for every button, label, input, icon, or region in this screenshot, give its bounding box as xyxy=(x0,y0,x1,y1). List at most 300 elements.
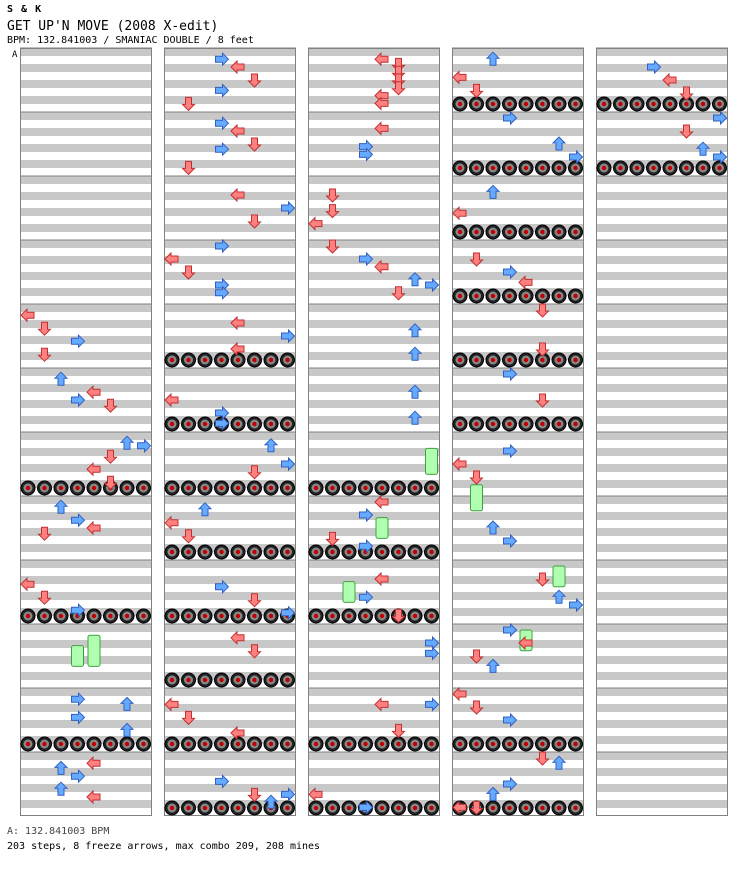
beat-stripe xyxy=(308,320,440,328)
beat-stripe xyxy=(452,304,584,312)
mine-core xyxy=(26,742,30,746)
song-title: GET UP'N MOVE (2008 X-edit) xyxy=(7,19,219,34)
mine-core xyxy=(491,806,495,810)
beat-stripe xyxy=(596,432,728,440)
beat-stripe xyxy=(596,224,728,232)
mine-core xyxy=(651,166,655,170)
mine-core xyxy=(236,806,240,810)
mine-core xyxy=(186,806,190,810)
mine-core xyxy=(540,422,544,426)
mine-core xyxy=(252,422,256,426)
beat-stripe xyxy=(596,240,728,248)
beat-stripe xyxy=(596,560,728,568)
mine-core xyxy=(557,230,561,234)
mine-core xyxy=(524,166,528,170)
beat-stripe xyxy=(20,704,152,712)
beat-stripe xyxy=(20,688,152,696)
mine-core xyxy=(285,550,289,554)
mine-core xyxy=(219,358,223,362)
mine-core xyxy=(26,486,30,490)
beat-stripe xyxy=(20,512,152,520)
mine-core xyxy=(141,486,145,490)
mine-core xyxy=(540,102,544,106)
beat-stripe xyxy=(164,656,296,664)
mine-core xyxy=(285,806,289,810)
beat-stripe xyxy=(596,752,728,760)
mine-core xyxy=(219,486,223,490)
mine-core xyxy=(413,486,417,490)
mine-core xyxy=(635,102,639,106)
beat-stripe xyxy=(20,64,152,72)
mine-core xyxy=(491,358,495,362)
mine-core xyxy=(413,742,417,746)
beat-stripe xyxy=(164,400,296,408)
mine-core xyxy=(491,294,495,298)
beat-stripe xyxy=(308,720,440,728)
beat-stripe xyxy=(20,144,152,152)
mine-core xyxy=(668,102,672,106)
mine-core xyxy=(347,742,351,746)
beat-stripe xyxy=(452,176,584,184)
beat-stripe xyxy=(164,464,296,472)
beat-stripe xyxy=(20,496,152,504)
freeze-arrow xyxy=(553,566,565,587)
beat-stripe xyxy=(164,192,296,200)
beat-stripe xyxy=(452,336,584,344)
mine-core xyxy=(330,806,334,810)
mine-core xyxy=(429,806,433,810)
mine-core xyxy=(540,742,544,746)
mine-core xyxy=(170,742,174,746)
mine-core xyxy=(524,294,528,298)
mine-core xyxy=(602,102,606,106)
mine-core xyxy=(59,742,63,746)
mine-core xyxy=(557,742,561,746)
freeze-arrow xyxy=(376,518,388,539)
bpm-section-marker: A xyxy=(12,50,18,60)
beat-stripe xyxy=(596,336,728,344)
beat-stripe xyxy=(164,592,296,600)
beat-stripe xyxy=(20,544,152,552)
beat-stripe xyxy=(164,688,296,696)
beat-stripe xyxy=(20,560,152,568)
beat-stripe xyxy=(164,496,296,504)
beat-stripe xyxy=(308,304,440,312)
beat-stripe xyxy=(308,336,440,344)
beat-stripe xyxy=(596,304,728,312)
mine-core xyxy=(507,166,511,170)
beat-stripe xyxy=(596,496,728,504)
beat-stripe xyxy=(20,400,152,408)
mine-core xyxy=(557,294,561,298)
mine-core xyxy=(573,294,577,298)
mine-core xyxy=(186,422,190,426)
mine-core xyxy=(269,486,273,490)
beat-stripe xyxy=(308,752,440,760)
mine-core xyxy=(557,422,561,426)
mine-core xyxy=(474,294,478,298)
beat-stripe xyxy=(596,672,728,680)
mine-core xyxy=(602,166,606,170)
mine-core xyxy=(557,806,561,810)
beat-stripe xyxy=(308,656,440,664)
beat-stripe xyxy=(308,560,440,568)
beat-stripe xyxy=(596,624,728,632)
beat-stripe xyxy=(20,784,152,792)
mine-core xyxy=(125,614,129,618)
beat-stripe xyxy=(308,432,440,440)
beat-stripe xyxy=(308,96,440,104)
beat-stripe xyxy=(452,528,584,536)
beat-stripe xyxy=(20,96,152,104)
chart-stats: 203 steps, 8 freeze arrows, max combo 209, 208 mines xyxy=(7,841,321,852)
mine-core xyxy=(474,102,478,106)
mine-core xyxy=(507,230,511,234)
beat-stripe xyxy=(452,64,584,72)
mine-core xyxy=(507,806,511,810)
beat-stripe xyxy=(596,416,728,424)
beat-stripe xyxy=(164,512,296,520)
beat-stripe xyxy=(164,176,296,184)
mine-core xyxy=(330,614,334,618)
beat-stripe xyxy=(452,272,584,280)
beat-stripe xyxy=(452,512,584,520)
mine-core xyxy=(92,486,96,490)
mine-core xyxy=(507,102,511,106)
beat-stripe xyxy=(20,432,152,440)
mine-core xyxy=(573,806,577,810)
mine-core xyxy=(269,550,273,554)
mine-core xyxy=(458,230,462,234)
mine-core xyxy=(524,422,528,426)
beat-stripe xyxy=(308,768,440,776)
mine-core xyxy=(380,614,384,618)
beat-stripe xyxy=(20,576,152,584)
beat-stripe xyxy=(20,192,152,200)
beat-stripe xyxy=(596,656,728,664)
mine-core xyxy=(396,550,400,554)
mine-core xyxy=(474,358,478,362)
beat-stripe xyxy=(20,304,152,312)
mine-core xyxy=(507,422,511,426)
beat-stripe xyxy=(20,48,152,56)
mine-core xyxy=(573,230,577,234)
beat-stripe xyxy=(596,112,728,120)
mine-core xyxy=(219,806,223,810)
mine-core xyxy=(524,230,528,234)
mine-core xyxy=(540,294,544,298)
beat-stripe xyxy=(164,768,296,776)
mine-core xyxy=(203,742,207,746)
mine-core xyxy=(252,742,256,746)
mine-core xyxy=(429,486,433,490)
beat-stripe xyxy=(20,800,152,808)
beat-stripe xyxy=(164,48,296,56)
mine-core xyxy=(635,166,639,170)
mine-core xyxy=(429,742,433,746)
mine-core xyxy=(491,166,495,170)
mine-core xyxy=(252,806,256,810)
mine-core xyxy=(75,742,79,746)
beat-stripe xyxy=(596,640,728,648)
beat-stripe xyxy=(20,128,152,136)
mine-core xyxy=(203,422,207,426)
beat-stripe xyxy=(164,720,296,728)
mine-core xyxy=(170,550,174,554)
beat-stripe xyxy=(308,464,440,472)
mine-core xyxy=(618,166,622,170)
beat-stripe xyxy=(596,352,728,360)
mine-core xyxy=(42,742,46,746)
bpm-note: A: 132.841003 BPM xyxy=(7,826,110,837)
beat-stripe xyxy=(308,496,440,504)
mine-core xyxy=(314,742,318,746)
mine-core xyxy=(491,422,495,426)
beat-stripe xyxy=(164,304,296,312)
beat-stripe xyxy=(20,640,152,648)
freeze-arrow xyxy=(426,448,438,474)
beat-stripe xyxy=(452,688,584,696)
mine-core xyxy=(380,550,384,554)
beat-stripe xyxy=(164,432,296,440)
beat-stripe xyxy=(308,528,440,536)
beat-stripe xyxy=(452,672,584,680)
beat-stripe xyxy=(20,656,152,664)
mine-core xyxy=(285,358,289,362)
mine-core xyxy=(380,806,384,810)
beat-stripe xyxy=(452,768,584,776)
beat-stripe xyxy=(452,128,584,136)
beat-stripe xyxy=(452,192,584,200)
mine-core xyxy=(347,486,351,490)
beat-stripe xyxy=(596,48,728,56)
beat-stripe xyxy=(596,256,728,264)
mine-core xyxy=(125,742,129,746)
mine-core xyxy=(236,422,240,426)
beat-stripe xyxy=(164,80,296,88)
mine-core xyxy=(458,742,462,746)
mine-core xyxy=(573,166,577,170)
mine-core xyxy=(458,102,462,106)
mine-core xyxy=(363,614,367,618)
mine-core xyxy=(26,614,30,618)
beat-stripe xyxy=(596,368,728,376)
mine-core xyxy=(540,230,544,234)
beat-stripe xyxy=(164,320,296,328)
mine-core xyxy=(330,550,334,554)
mine-core xyxy=(396,806,400,810)
mine-core xyxy=(170,358,174,362)
beat-stripe xyxy=(452,400,584,408)
mine-core xyxy=(380,486,384,490)
mine-core xyxy=(363,486,367,490)
mine-core xyxy=(573,358,577,362)
beat-stripe xyxy=(308,400,440,408)
mine-core xyxy=(651,102,655,106)
mine-core xyxy=(524,806,528,810)
beat-stripe xyxy=(164,160,296,168)
mine-core xyxy=(347,614,351,618)
beat-stripe xyxy=(452,464,584,472)
freeze-arrow xyxy=(343,582,355,603)
mine-core xyxy=(236,358,240,362)
mine-core xyxy=(170,422,174,426)
beat-stripe xyxy=(20,720,152,728)
mine-core xyxy=(540,806,544,810)
beat-stripe xyxy=(308,176,440,184)
mine-core xyxy=(717,102,721,106)
mine-core xyxy=(141,742,145,746)
beat-stripe xyxy=(452,384,584,392)
beat-stripe xyxy=(596,192,728,200)
mine-core xyxy=(170,678,174,682)
freeze-arrow xyxy=(471,485,483,511)
mine-core xyxy=(219,550,223,554)
mine-core xyxy=(236,550,240,554)
mine-core xyxy=(668,166,672,170)
beat-stripe xyxy=(308,672,440,680)
beat-stripe xyxy=(20,112,152,120)
beat-stripe xyxy=(308,48,440,56)
freeze-arrow xyxy=(88,635,100,666)
mine-core xyxy=(42,486,46,490)
artist-label: S & K xyxy=(7,4,43,15)
mine-core xyxy=(285,678,289,682)
beat-stripe xyxy=(164,384,296,392)
mine-core xyxy=(285,486,289,490)
beat-stripe xyxy=(164,576,296,584)
mine-core xyxy=(363,742,367,746)
mine-core xyxy=(396,742,400,746)
beat-stripe xyxy=(596,528,728,536)
beat-stripe xyxy=(20,368,152,376)
beat-stripe xyxy=(596,288,728,296)
mine-core xyxy=(219,614,223,618)
mine-core xyxy=(186,614,190,618)
mine-core xyxy=(458,422,462,426)
beat-stripe xyxy=(20,272,152,280)
mine-core xyxy=(557,358,561,362)
mine-core xyxy=(203,806,207,810)
mine-core xyxy=(507,294,511,298)
mine-core xyxy=(684,166,688,170)
beat-stripe xyxy=(308,160,440,168)
mine-core xyxy=(186,742,190,746)
mine-core xyxy=(524,742,528,746)
mine-core xyxy=(314,614,318,618)
beat-stripe xyxy=(596,512,728,520)
beat-stripe xyxy=(452,368,584,376)
mine-core xyxy=(170,806,174,810)
beat-stripe xyxy=(164,368,296,376)
mine-core xyxy=(170,614,174,618)
mine-core xyxy=(186,550,190,554)
beat-stripe xyxy=(164,752,296,760)
beat-stripe xyxy=(596,688,728,696)
mine-core xyxy=(413,614,417,618)
beat-stripe xyxy=(164,640,296,648)
beat-stripe xyxy=(308,128,440,136)
mine-core xyxy=(701,166,705,170)
beat-stripe xyxy=(452,752,584,760)
mine-core xyxy=(203,358,207,362)
mine-core xyxy=(474,230,478,234)
beat-stripe xyxy=(596,720,728,728)
beat-stripe xyxy=(596,768,728,776)
beat-stripe xyxy=(20,240,152,248)
beat-stripe xyxy=(164,624,296,632)
mine-core xyxy=(59,614,63,618)
beat-stripe xyxy=(164,336,296,344)
beat-stripe xyxy=(164,224,296,232)
mine-core xyxy=(330,742,334,746)
beat-stripe xyxy=(452,112,584,120)
beat-stripe xyxy=(596,800,728,808)
beat-stripe xyxy=(308,288,440,296)
mine-core xyxy=(314,806,318,810)
mine-core xyxy=(236,614,240,618)
mine-core xyxy=(125,486,129,490)
mine-core xyxy=(203,486,207,490)
mine-core xyxy=(92,614,96,618)
mine-core xyxy=(252,678,256,682)
mine-core xyxy=(269,678,273,682)
beat-stripe xyxy=(20,416,152,424)
mine-core xyxy=(252,486,256,490)
mine-core xyxy=(236,486,240,490)
beat-stripe xyxy=(596,608,728,616)
beat-stripe xyxy=(452,320,584,328)
beat-stripe xyxy=(596,128,728,136)
beat-stripe xyxy=(596,448,728,456)
beat-stripe xyxy=(452,80,584,88)
mine-core xyxy=(347,806,351,810)
mine-core xyxy=(236,742,240,746)
mine-core xyxy=(314,486,318,490)
beat-stripe xyxy=(308,112,440,120)
beat-stripe xyxy=(20,208,152,216)
mine-core xyxy=(573,102,577,106)
beat-stripe xyxy=(596,592,728,600)
beat-stripe xyxy=(164,64,296,72)
beat-stripe xyxy=(164,96,296,104)
beat-stripe xyxy=(596,704,728,712)
mine-core xyxy=(186,358,190,362)
beat-stripe xyxy=(596,400,728,408)
mine-core xyxy=(380,742,384,746)
mine-core xyxy=(474,422,478,426)
beat-stripe xyxy=(596,80,728,88)
mine-core xyxy=(507,742,511,746)
mine-core xyxy=(557,102,561,106)
mine-core xyxy=(203,678,207,682)
mine-core xyxy=(269,358,273,362)
mine-core xyxy=(540,358,544,362)
beat-stripe xyxy=(596,480,728,488)
beat-stripe xyxy=(596,784,728,792)
mine-core xyxy=(491,230,495,234)
mine-core xyxy=(219,678,223,682)
beat-stripe xyxy=(308,784,440,792)
beat-stripe xyxy=(308,576,440,584)
beat-stripe xyxy=(164,128,296,136)
mine-core xyxy=(573,422,577,426)
beat-stripe xyxy=(596,176,728,184)
beat-stripe xyxy=(20,448,152,456)
mine-core xyxy=(507,358,511,362)
beat-stripe xyxy=(308,640,440,648)
mine-core xyxy=(92,742,96,746)
